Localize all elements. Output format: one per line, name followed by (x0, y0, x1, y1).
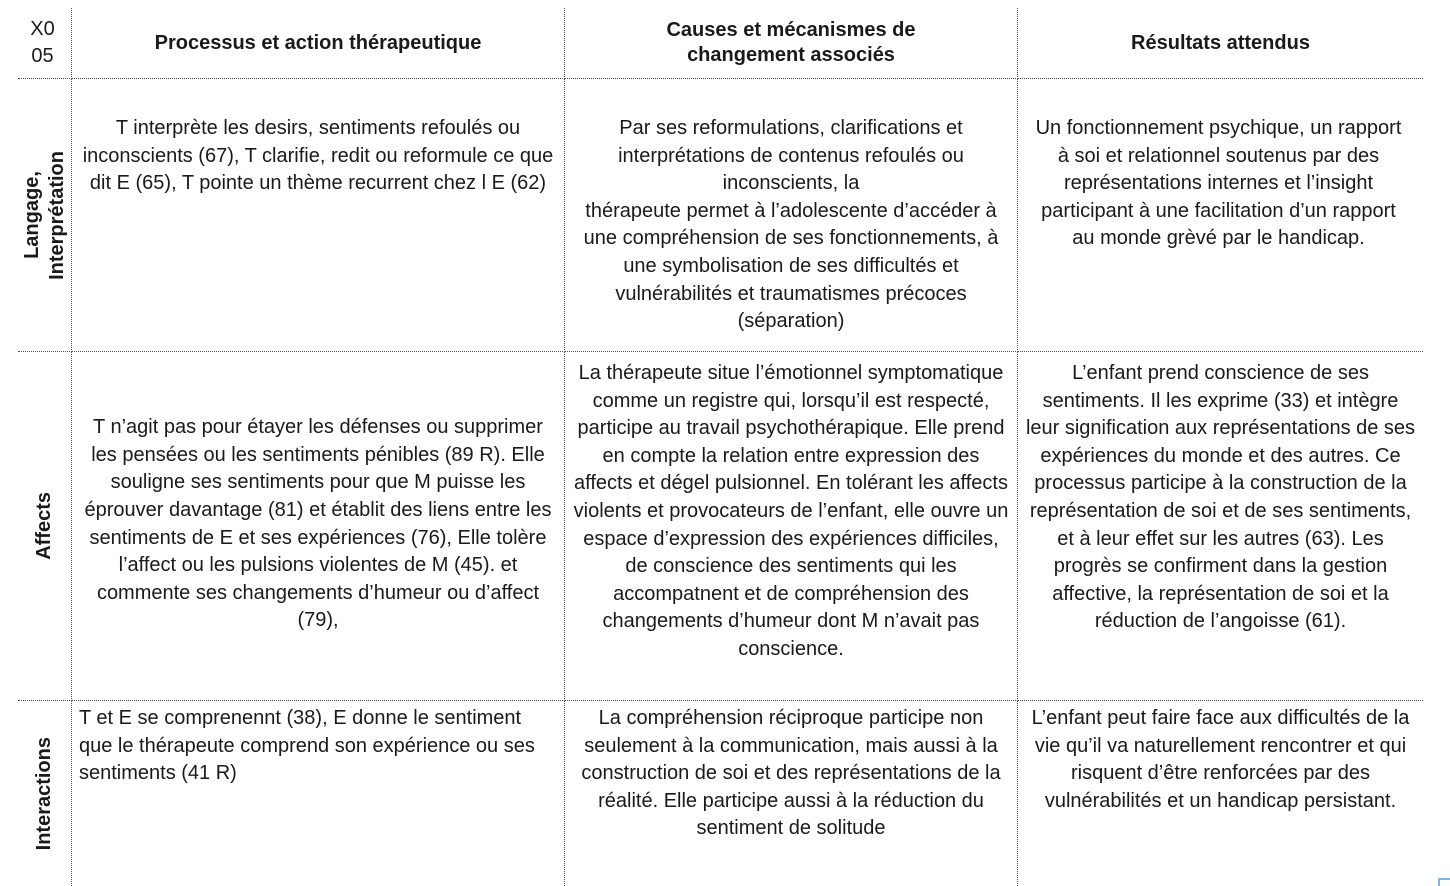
row-label-affects (18, 352, 72, 701)
row-label-interactions (18, 701, 72, 886)
row-label-langage-line-1: Langage, (20, 171, 43, 259)
table-cell-interactions-results: L’enfant peut faire face aux difficultés de la vie qu’il va naturellement rencontrer et qui risquent d’être renforcées par des vulnérabilités et un handicap persistant. (1031, 707, 1410, 812)
column-header-causes-text: Causes et mécanismes de changement associés (666, 19, 916, 66)
corner-line-2: 05 (31, 45, 54, 67)
table-cell-affects-process (72, 352, 565, 701)
column-header-results: Résultats attendus (1018, 8, 1423, 79)
corner-line-1: X0 (30, 18, 55, 40)
table-cell-affects-results: L’enfant prend conscience de ses sentiments. Il les exprime (33) et intègre leur signification aux représentations de ses expériences du monde et des autres. Ce processus participe à la construction de la représentation de soi et de ses sentiments, et à leur effet sur les autres (63). Les progrès se confirment dans la gestion affective, la représentation de soi et la réduction de l’angoisse (61). (1018, 352, 1423, 701)
table-cell-langage-results: Un fonctionnement psychique, un rapport à soi et relationnel soutenus par des représentations internes et l’insight participant à une facilitation d’un rapport au monde grèvé par le handicap. (1018, 79, 1423, 352)
row-label-affects-text: Affects (33, 492, 55, 560)
table-cell-interactions-process: T et E se comprenennt (38), E donne le sentiment que le thérapeute comprend son expérience ou ses sentiments (41 R) (72, 701, 565, 886)
table-cell-affects-process-text: T n’agit pas pour étayer les défenses ou supprimer les pensées ou les sentiments pénibles (89 R). Elle souligne ses sentiments pour que M puisse les éprouver davantage (81) et établit des liens entre les sentiments de E et ses expériences (76), Elle tolère l’affect ou les pulsions violentes de M (45). et commente ses changements d’humeur ou d’affect (79), (84, 416, 552, 632)
column-header-process: Processus et action thérapeutique (72, 8, 565, 79)
row-label-langage (18, 79, 72, 352)
table-corner-label (18, 8, 72, 79)
table-cell-langage-causes: Par ses reformulations, clarifications et interprétations de contenus refoulés ou inconscients, la thérapeute permet à l’adolescente d’accéder à une compréhension de ses fonctionnements, à une symbolisation de ses difficultés et vulnérabilités et traumatismes précoces (séparation) (565, 79, 1018, 352)
row-label-langage-line-2: Interprétation (45, 150, 68, 280)
table-cell-interactions-causes: La compréhension réciproque participe non seulement à la communication, mais aussi à la construction de soi et des représentations de la réalité. Elle participe aussi à la réduction du sentiment de solitude (565, 701, 1018, 886)
table-cell-affects-causes: La thérapeute situe l’émotionnel symptomatique comme un registre qui, lorsqu’il est respecté, participe au travail psychothérapique. Elle prend en compte la relation entre expression des affects et dégel pulsionnel. En tolérant les affects violents et provocateurs de l’enfant, elle ouvre un espace d’expression des expériences difficiles, de conscience des sentiments qui les accompatnent et de compréhension des changements d’humeur dont M n’avait pas conscience. (565, 352, 1018, 701)
therapy-table (18, 8, 1423, 886)
table-cell-langage-process: T interprète les desirs, sentiments refoulés ou inconscients (67), T clarifie, redit ou reformule ce que dit E (65), T pointe un thème recurrent chez l E (62) (72, 79, 565, 352)
column-header-causes (565, 8, 1018, 79)
resize-corner (1438, 878, 1450, 886)
row-label-interactions-text: Interactions (33, 736, 55, 851)
